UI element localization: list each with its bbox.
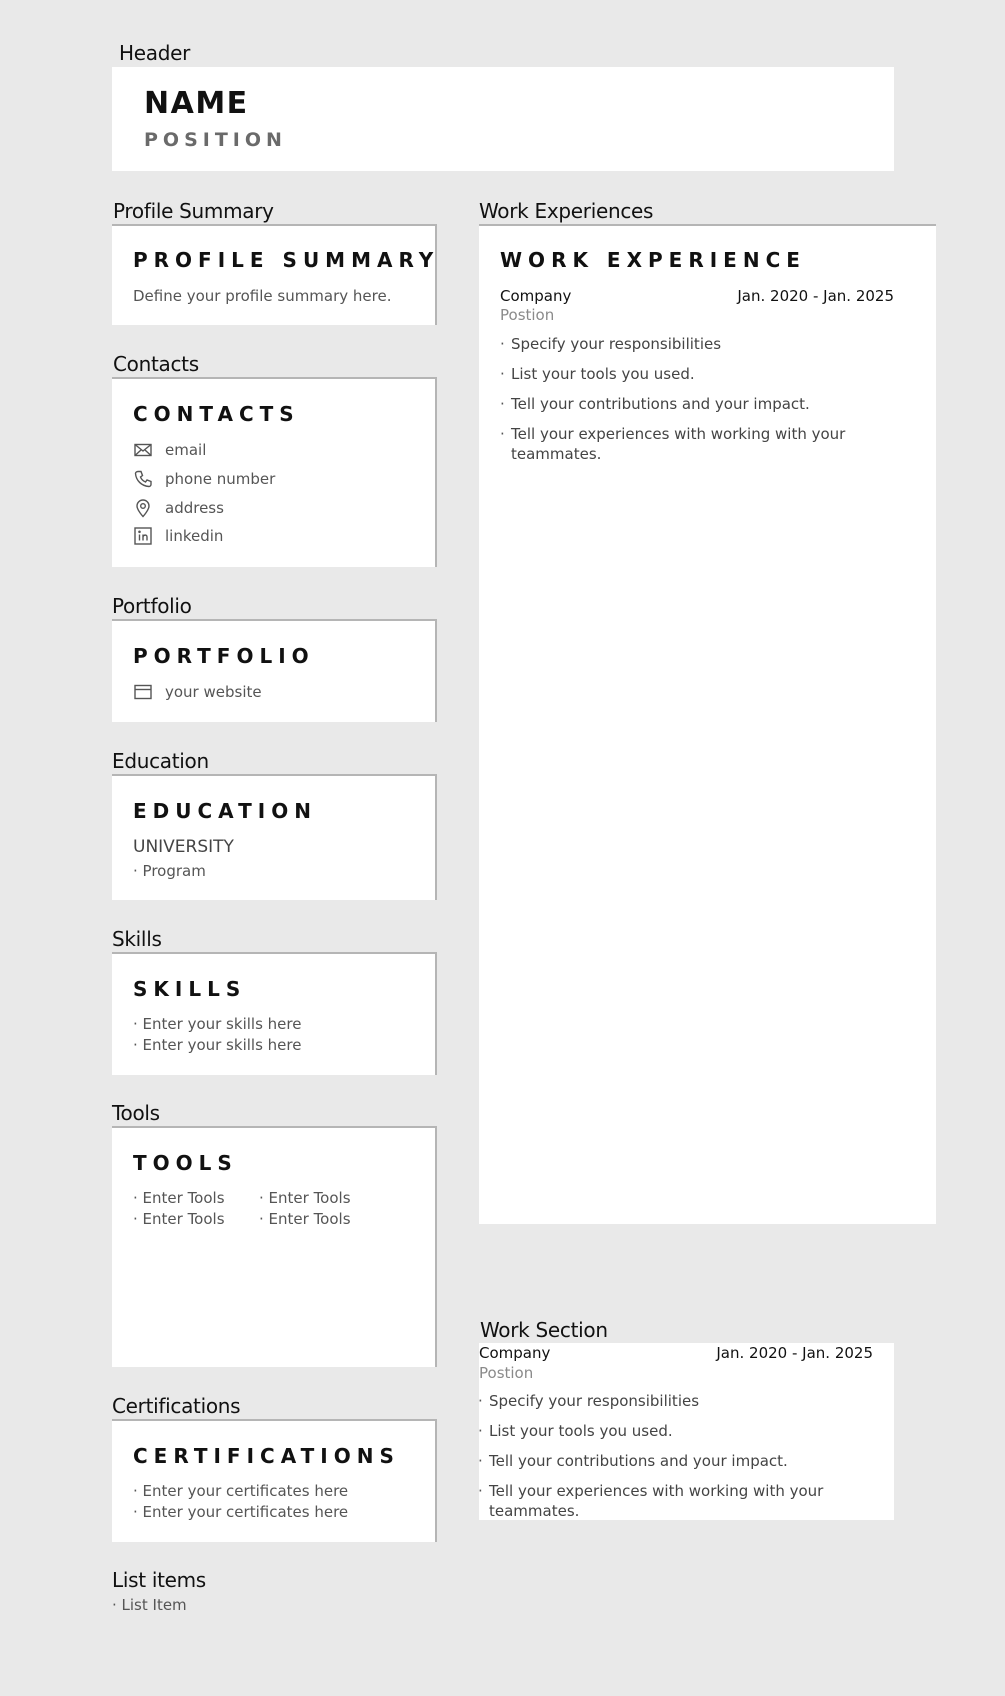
job-dates: Jan. 2020 - Jan. 2025 bbox=[716, 1344, 873, 1362]
education-university: UNIVERSITY bbox=[133, 837, 234, 857]
certificate-item: · Enter your certificates here bbox=[133, 1482, 349, 1500]
list-item: · List Item bbox=[112, 1596, 187, 1614]
phone-icon bbox=[133, 469, 153, 489]
profile-summary-card bbox=[112, 224, 440, 325]
location-pin-icon bbox=[133, 498, 153, 518]
job-position: Postion bbox=[500, 306, 555, 324]
profile-summary-title: PROFILE SUMMARY bbox=[133, 248, 440, 272]
frame-label-education: Education bbox=[112, 749, 209, 773]
contacts-title: CONTACTS bbox=[133, 402, 300, 426]
contact-email: email bbox=[165, 441, 207, 459]
tool-item: · Enter Tools bbox=[133, 1189, 225, 1207]
responsibility-item: · List your tools you used. bbox=[478, 1422, 673, 1440]
tools-card bbox=[112, 1126, 437, 1367]
job-position: Postion bbox=[479, 1364, 534, 1382]
skills-card bbox=[112, 952, 437, 1075]
job-company: Company bbox=[500, 287, 572, 305]
skills-title: SKILLS bbox=[133, 977, 247, 1001]
certifications-title: CERTIFICATIONS bbox=[133, 1444, 400, 1468]
linkedin-icon bbox=[133, 526, 153, 546]
skill-item: · Enter your skills here bbox=[133, 1036, 302, 1054]
frame-label-header: Header bbox=[119, 41, 191, 65]
responsibility-item: · Specify your responsibilities bbox=[500, 335, 722, 353]
header-card bbox=[112, 67, 894, 171]
portfolio-title: PORTFOLIO bbox=[133, 644, 315, 668]
contact-address: address bbox=[165, 499, 224, 517]
certifications-card bbox=[112, 1419, 437, 1542]
frame-label-tools: Tools bbox=[112, 1101, 160, 1125]
tool-item: · Enter Tools bbox=[133, 1210, 225, 1228]
frame-label-list-items: List items bbox=[112, 1568, 206, 1592]
frame-label-certifications: Certifications bbox=[112, 1394, 241, 1418]
work-experience-title: WORK EXPERIENCE bbox=[500, 248, 806, 272]
responsibility-item: · Tell your experiences with working with your teammates. bbox=[478, 1482, 824, 1520]
contacts-card bbox=[112, 377, 437, 567]
frame-label-contacts: Contacts bbox=[113, 352, 199, 376]
responsibility-item: · Tell your experiences with working with your teammates. bbox=[500, 425, 846, 463]
frame-label-skills: Skills bbox=[112, 927, 162, 951]
resume-position: POSITION bbox=[144, 129, 287, 151]
certificate-item: · Enter your certificates here bbox=[133, 1503, 349, 1521]
education-card bbox=[112, 774, 437, 900]
frame-label-portfolio: Portfolio bbox=[112, 594, 192, 618]
tool-item: · Enter Tools bbox=[259, 1189, 351, 1207]
mail-icon bbox=[133, 440, 153, 460]
frame-label-profile-summary: Profile Summary bbox=[113, 199, 274, 223]
resume-name: NAME bbox=[144, 86, 249, 121]
contact-linkedin: linkedin bbox=[165, 527, 224, 545]
work-experience-card bbox=[479, 224, 936, 1224]
profile-summary-text: Define your profile summary here. bbox=[133, 287, 392, 305]
browser-window-icon bbox=[133, 682, 153, 702]
work-section-card bbox=[479, 1343, 894, 1520]
education-title: EDUCATION bbox=[133, 799, 317, 823]
education-program: · Program bbox=[133, 862, 206, 880]
responsibility-item: · Specify your responsibilities bbox=[478, 1392, 700, 1410]
job-dates: Jan. 2020 - Jan. 2025 bbox=[737, 287, 894, 305]
tool-item: · Enter Tools bbox=[259, 1210, 351, 1228]
responsibility-item: · Tell your contributions and your impact. bbox=[478, 1452, 788, 1470]
frame-label-work-experiences: Work Experiences bbox=[479, 199, 654, 223]
portfolio-website: your website bbox=[165, 683, 262, 701]
skill-item: · Enter your skills here bbox=[133, 1015, 302, 1033]
responsibility-item: · List your tools you used. bbox=[500, 365, 695, 383]
portfolio-card bbox=[112, 619, 437, 722]
frame-label-work-section: Work Section bbox=[480, 1318, 608, 1342]
job-company: Company bbox=[479, 1344, 551, 1362]
responsibility-item: · Tell your contributions and your impact. bbox=[500, 395, 810, 413]
tools-title: TOOLS bbox=[133, 1151, 238, 1175]
contact-phone: phone number bbox=[165, 470, 276, 488]
